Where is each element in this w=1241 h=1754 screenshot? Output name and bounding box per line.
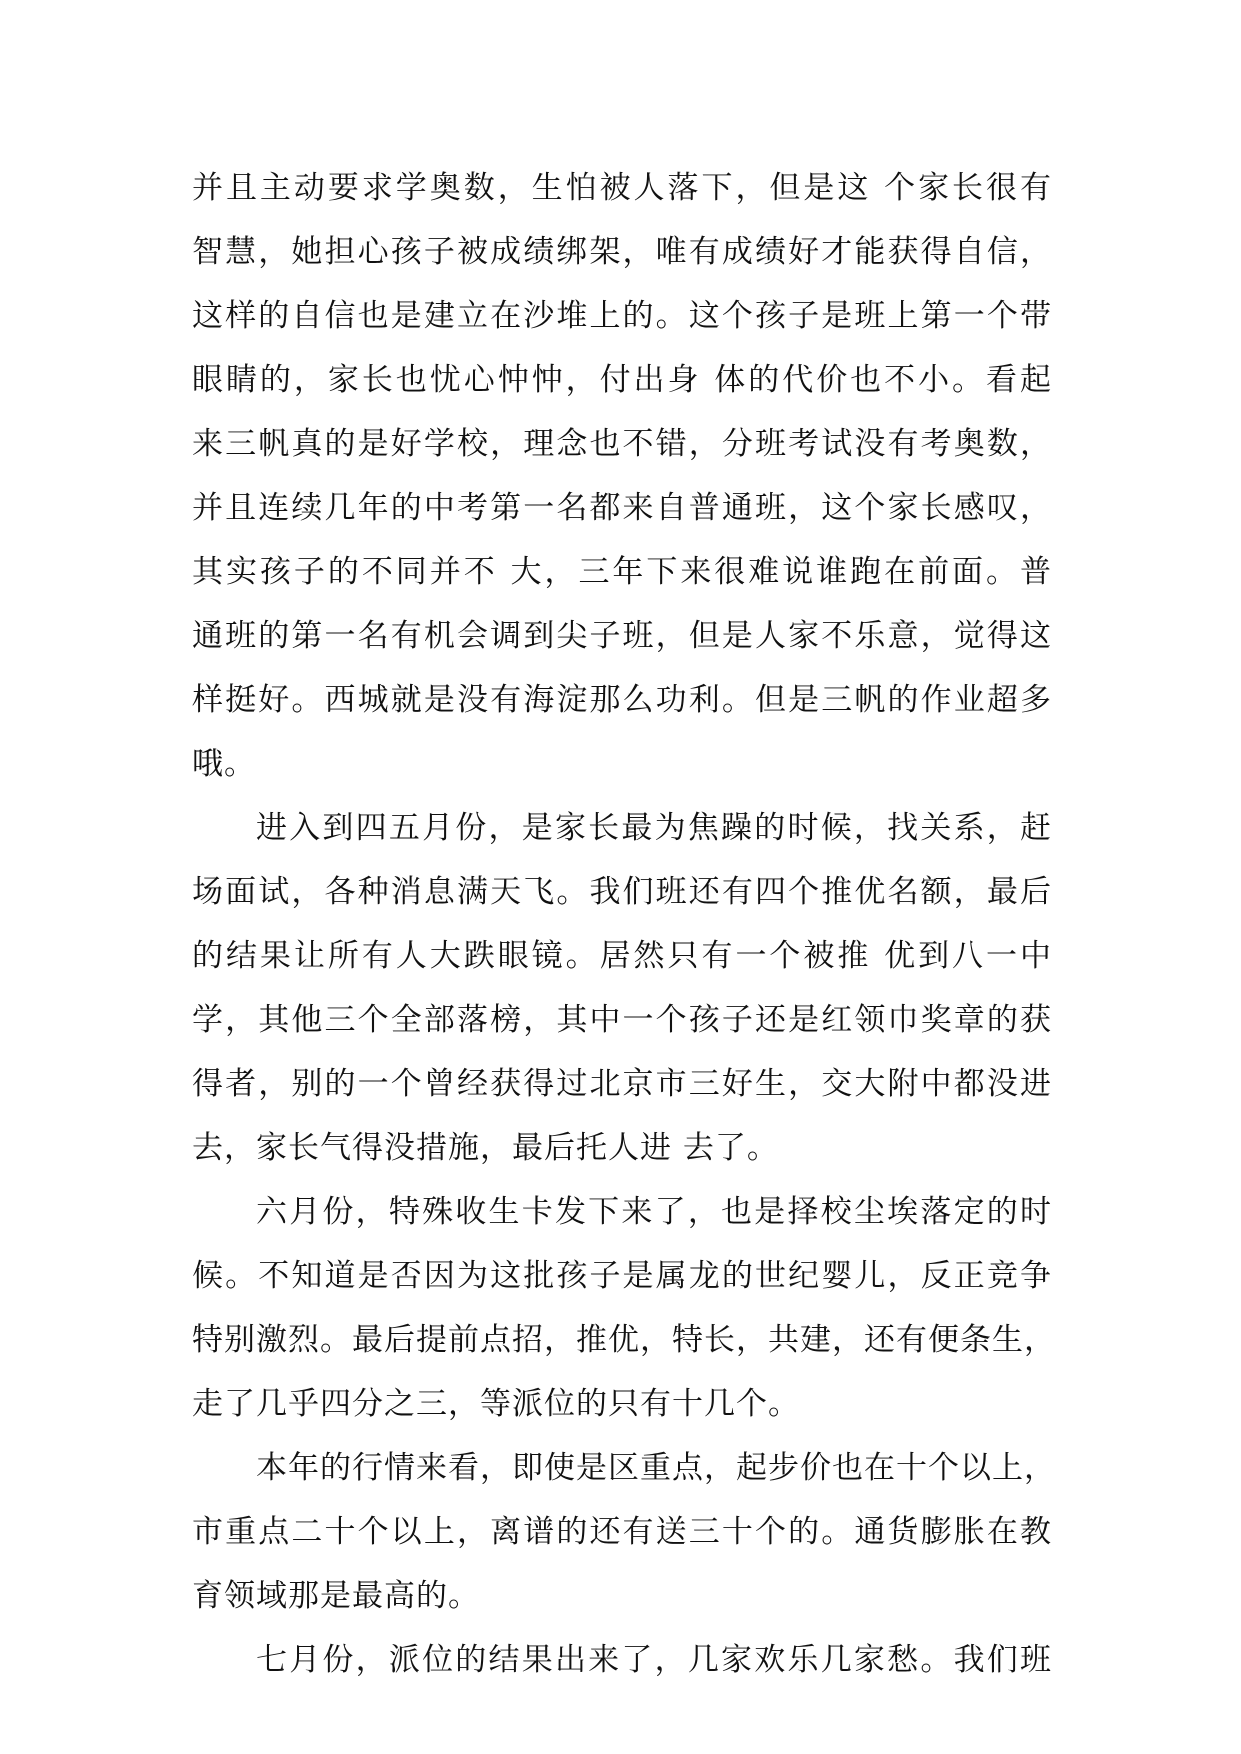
text-line: 七月份，派位的结果出来了，几家欢乐几家愁。我们班 [256, 1642, 1052, 1678]
text-line: 走了几乎四分之三，等派位的只有十几个。 [192, 1386, 800, 1422]
text-line: 通班的第一名有机会调到尖子班，但是人家不乐意，觉得这 [192, 618, 1052, 654]
text-line: 六月份，特殊收生卡发下来了，也是择校尘埃落定的时 [256, 1194, 1052, 1230]
text-line: 这样的自信也是建立在沙堆上的。这个孩子是班上第一个带 [192, 298, 1052, 334]
text-line: 进入到四五月份，是家长最为焦躁的时候，找关系，赶 [256, 810, 1052, 846]
text-line: 候。不知道是否因为这批孩子是属龙的世纪婴儿，反正竞争 [192, 1258, 1052, 1294]
text-line: 并且连续几年的中考第一名都来自普通班，这个家长感叹， [192, 490, 1052, 526]
text-line: 去，家长气得没措施，最后托人进 去了。 [192, 1130, 779, 1166]
text-line: 来三帆真的是好学校，理念也不错，分班考试没有考奥数， [192, 426, 1052, 462]
text-line: 育领域那是最高的。 [192, 1578, 480, 1614]
text-line: 学，其他三个全部落榜，其中一个孩子还是红领巾奖章的获 [192, 1002, 1052, 1038]
text-line: 哦。 [192, 746, 256, 782]
text-line: 场面试，各种消息满天飞。我们班还有四个推优名额，最后 [192, 874, 1052, 910]
text-line: 并且主动要求学奥数，生怕被人落下，但是这 个家长很有 [192, 170, 1052, 206]
text-line: 得者，别的一个曾经获得过北京市三好生，交大附中都没进 [192, 1066, 1052, 1102]
text-line: 的结果让所有人大跌眼镜。居然只有一个被推 优到八一中 [192, 938, 1052, 974]
text-line: 智慧，她担心孩子被成绩绑架，唯有成绩好才能获得自信， [192, 234, 1052, 270]
document-body [192, 156, 1056, 1692]
text-line: 样挺好。西城就是没有海淀那么功利。但是三帆的作业超多 [192, 682, 1052, 718]
text-line: 其实孩子的不同并不 大，三年下来很难说谁跑在前面。普 [192, 554, 1052, 590]
text-line: 眼睛的，家长也忧心忡忡，付出身 体的代价也不小。看起 [192, 362, 1052, 398]
text-line: 市重点二十个以上，离谱的还有送三十个的。通货膨胀在教 [192, 1514, 1052, 1550]
text-line: 特别激烈。最后提前点招，推优，特长，共建，还有便条生， [192, 1322, 1056, 1358]
text-line: 本年的行情来看，即使是区重点，起步价也在十个以上， [256, 1450, 1056, 1486]
